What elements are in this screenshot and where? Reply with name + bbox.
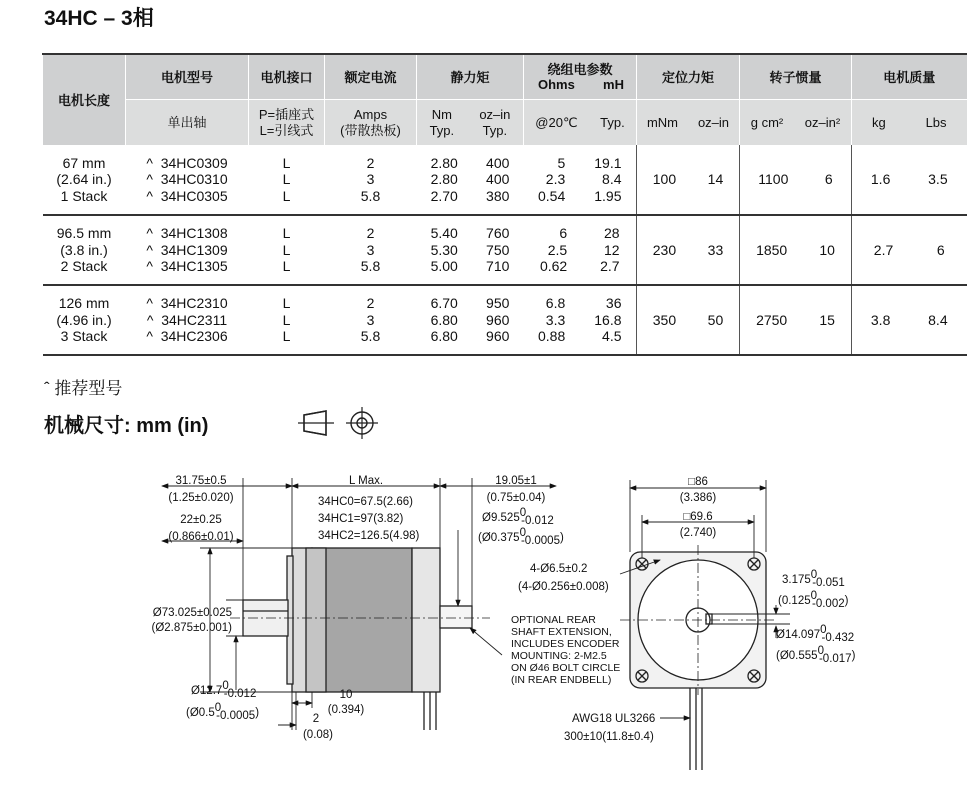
header-current-sub	[325, 100, 417, 146]
dim-dflat-in	[776, 645, 856, 665]
cell-model-line: ^ 34HC1309	[146, 241, 228, 258]
cell-inertia-inertia_oz: 6	[824, 171, 833, 188]
cell-current-line: 2	[366, 295, 375, 312]
dim-22: 22±0.25	[180, 514, 222, 526]
dim-dflat-lo: -0.432	[821, 632, 855, 644]
dim-flat-in-up: 0	[810, 590, 818, 602]
cell-length-line: 96.5 mm	[56, 225, 112, 242]
cell-torque	[417, 215, 524, 285]
dim-19-05: 19.05±1	[495, 475, 537, 487]
header-interface: 电机接口	[249, 54, 325, 100]
cell-torque-ozin: 400	[486, 171, 510, 188]
recommended-note: ˆ 推荐型号	[44, 379, 123, 398]
dim-flat-val: 3.175	[782, 574, 811, 586]
dim-sq86-in: (3.386)	[679, 492, 717, 504]
header-inertia: 转子惯量	[740, 54, 852, 100]
cell-torque	[417, 145, 524, 215]
dim-dflat-up: 0	[820, 624, 827, 636]
header-winding	[524, 54, 637, 100]
cell-mass-kg: 3.8	[870, 311, 891, 328]
header-mass-kg: kg	[871, 114, 886, 130]
dim-sq69: □69.6	[683, 511, 713, 523]
dim-holes-in: (4-Ø0.256±0.008)	[518, 581, 609, 593]
cell-current	[325, 215, 417, 285]
cell-detent	[637, 145, 740, 215]
dim-rear-shaft-in-up: 0	[519, 527, 526, 539]
cell-detent	[637, 215, 740, 285]
dim-front-shaft	[191, 680, 256, 700]
dim-dflat-in-val: (Ø0.555	[776, 650, 818, 662]
cell-current-line: 5.8	[360, 258, 381, 275]
dim-pilot: Ø73.025±0.025	[152, 607, 232, 619]
cell-interface	[249, 285, 325, 355]
cell-current-line: 3	[366, 241, 375, 258]
cell-winding	[524, 215, 637, 285]
cell-interface-line: L	[282, 187, 291, 204]
dim-flat-up: 0	[810, 569, 818, 581]
dim-rear-shaft-val: Ø9.525	[482, 512, 520, 524]
header-interface-sub2: L=引线式	[259, 122, 314, 138]
optional-note-line: SHAFT EXTENSION,	[511, 626, 612, 638]
cell-current-line: 3	[366, 171, 375, 188]
dim-flat-lo: -0.051	[812, 577, 845, 589]
header-winding-title: 绕组电参数	[547, 62, 613, 77]
cell-current-line: 5.8	[360, 187, 381, 204]
cell-model-line: ^ 34HC1305	[146, 258, 228, 275]
cell-model	[126, 285, 249, 355]
cell-torque-nm: 6.80	[430, 328, 458, 345]
dim-front-shaft-in-up: 0	[214, 702, 222, 714]
dim-dflat-val: Ø14.097	[776, 629, 821, 641]
cell-inertia-inertia_oz: 10	[819, 241, 835, 258]
dim-awg: AWG18 UL3266	[572, 713, 656, 725]
header-winding-typ: Typ.	[600, 114, 625, 130]
page-title: 34HC – 3相	[44, 7, 154, 30]
cell-inertia	[740, 215, 852, 285]
dim-pilot-in: (Ø2.875±0.001)	[151, 622, 232, 634]
dim-rear-shaft-in-lo: -0.0005	[520, 535, 560, 547]
cell-detent-detent_mnm: 350	[652, 311, 677, 328]
cell-inertia	[740, 285, 852, 355]
dim-front-shaft-up: 0	[222, 680, 229, 692]
dim-sq86: □86	[688, 476, 708, 488]
cell-length-line: 126 mm	[58, 295, 110, 312]
header-model: 电机型号	[126, 54, 249, 100]
cell-model	[126, 145, 249, 215]
optional-note-line: (IN REAR ENDBELL)	[511, 674, 612, 686]
cell-length-line: (4.96 in.)	[56, 311, 112, 328]
dim-l1: 34HC1=97(3.82)	[318, 513, 404, 525]
cell-interface	[249, 145, 325, 215]
cell-model-line: ^ 34HC0310	[146, 171, 228, 188]
cell-torque-ozin: 760	[486, 225, 510, 242]
cell-length-line: (2.64 in.)	[56, 171, 112, 188]
cell-winding-ohms: 3.3	[545, 311, 566, 328]
cell-inertia	[740, 145, 852, 215]
cell-detent-detent_ozin: 14	[707, 171, 724, 188]
cell-winding-ohms: 2.5	[547, 241, 568, 258]
dim-front-shaft-in-val: (Ø0.5	[186, 707, 215, 719]
table-row	[43, 215, 967, 285]
cell-winding-mh: 2.7	[600, 258, 620, 275]
header-torque: 静力矩	[417, 54, 524, 100]
dim-rear-shaft-in-val: (Ø0.375	[478, 532, 520, 544]
optional-note	[511, 614, 620, 686]
cell-current	[325, 145, 417, 215]
header-detent-sub	[637, 100, 740, 146]
cell-detent-detent_mnm: 230	[652, 241, 677, 258]
cell-winding-ohms: 0.88	[538, 328, 566, 345]
dim-flat-in	[778, 590, 849, 610]
cell-length-line: 2 Stack	[60, 258, 108, 275]
header-length: 电机长度	[43, 54, 126, 145]
dim-lead-length: 300±10(11.8±0.4)	[564, 731, 654, 743]
cell-torque-nm: 2.80	[430, 154, 458, 171]
cell-current-line: 2	[366, 225, 375, 242]
dim-front-shaft-in-end: )	[255, 707, 260, 719]
cell-winding-ohms: 6	[559, 225, 568, 242]
cell-torque-ozin: 950	[486, 295, 510, 312]
cell-inertia-inertia_oz: 15	[819, 311, 835, 328]
cell-torque-ozin: 380	[486, 187, 510, 204]
cell-interface-line: L	[282, 171, 291, 188]
mechanical-dimensions-title: 机械尺寸: mm (in)	[44, 415, 209, 437]
cell-interface-line: L	[282, 258, 291, 275]
dim-rear-shaft	[482, 507, 554, 527]
cell-winding-ohms: 0.54	[538, 187, 566, 204]
dim-front-shaft-in-lo: -0.0005	[216, 710, 256, 722]
cell-winding	[524, 145, 637, 215]
dim-rear-shaft-up: 0	[519, 507, 527, 519]
dim-2: 2	[312, 713, 320, 725]
cell-model-line: ^ 34HC2306	[146, 328, 228, 345]
header-detent-mnm: mNm	[646, 114, 679, 130]
cell-length	[43, 285, 126, 355]
dim-19-05-in: (0.75±0.04)	[486, 492, 546, 504]
cell-current-line: 3	[366, 311, 375, 328]
header-mass-sub	[852, 100, 967, 146]
header-model-sub: 单出轴	[126, 100, 249, 146]
header-current-sub1: Amps	[353, 106, 388, 122]
cell-mass-lbs: 3.5	[928, 171, 948, 188]
cell-current-line: 2	[366, 154, 375, 171]
header-inertia-oz: oz–in²	[804, 114, 841, 130]
cell-interface-line: L	[282, 311, 291, 328]
dim-flat-in-lo: -0.002	[812, 598, 845, 610]
dim-dflat-in-end: )	[851, 650, 856, 662]
cell-winding	[524, 285, 637, 355]
dim-31-75: 31.75±0.5	[175, 475, 227, 487]
dim-front-shaft-val: Ø12.7	[191, 685, 223, 697]
cell-model-line: ^ 34HC1308	[146, 225, 228, 242]
header-torque-ozin: oz–in	[479, 106, 511, 122]
dim-flat-in-end: )	[844, 595, 849, 607]
header-inertia-sub	[740, 100, 852, 146]
cell-winding-ohms: 5	[557, 154, 566, 171]
dim-lmax: L Max.	[348, 475, 384, 487]
cell-interface-line: L	[282, 225, 291, 242]
cell-length	[43, 215, 126, 285]
projection-symbol-icon	[296, 406, 386, 440]
cell-interface-line: L	[282, 295, 291, 312]
cell-winding-mh: 8.4	[602, 171, 622, 188]
cell-model-line: ^ 34HC0309	[146, 154, 228, 171]
dim-flat-in-val: (0.125	[778, 595, 811, 607]
cell-winding-mh: 16.8	[594, 311, 622, 328]
cell-mass-kg: 1.6	[870, 171, 891, 188]
optional-note-line: MOUNTING: 2-M2.5	[511, 650, 607, 662]
cell-torque-nm: 6.80	[430, 311, 458, 328]
side-view	[230, 548, 490, 730]
cell-detent-detent_mnm: 100	[652, 171, 677, 188]
cell-mass-lbs: 8.4	[928, 311, 948, 328]
cell-inertia-inertia_g: 1100	[758, 171, 789, 188]
header-detent-ozin: oz–in	[697, 114, 730, 130]
cell-winding-mh: 36	[605, 295, 622, 312]
header-inertia-g: g cm²	[750, 114, 784, 130]
dim-rear-shaft-in	[478, 527, 564, 547]
cell-winding-ohms: 0.62	[539, 258, 568, 275]
cell-inertia-inertia_g: 1850	[756, 241, 788, 258]
cell-model-line: ^ 34HC2311	[146, 311, 228, 328]
cell-winding-mh: 4.5	[602, 328, 622, 345]
cell-torque-nm: 2.70	[430, 187, 458, 204]
optional-note-line: OPTIONAL REAR	[511, 614, 596, 626]
cell-torque-ozin: 750	[486, 241, 510, 258]
header-torque-nm: Nm	[431, 106, 452, 122]
header-current-sub2: (带散热板)	[340, 122, 401, 138]
cell-winding-mh: 28	[603, 225, 620, 242]
dim-rear-shaft-in-end: )	[559, 532, 564, 544]
dim-l2: 34HC2=126.5(4.98)	[318, 530, 420, 542]
cell-torque-ozin: 960	[486, 311, 510, 328]
cell-interface-line: L	[282, 328, 291, 345]
dim-31-75-in: (1.25±0.020)	[168, 492, 234, 504]
cell-model	[126, 215, 249, 285]
header-winding-temp: @20℃	[535, 114, 578, 130]
cell-current-line: 5.8	[360, 328, 381, 345]
cell-model-line: ^ 34HC0305	[146, 187, 228, 204]
dim-dflat	[776, 624, 854, 644]
header-mh: mH	[603, 77, 624, 92]
cell-length-line: 67 mm	[62, 154, 106, 171]
cell-detent-detent_ozin: 33	[707, 241, 724, 258]
table-row	[43, 285, 967, 355]
cell-model-line: ^ 34HC2310	[146, 295, 228, 312]
cell-torque	[417, 285, 524, 355]
cell-detent-detent_ozin: 50	[707, 311, 724, 328]
header-winding-sub	[524, 100, 637, 146]
cell-torque-nm: 5.30	[430, 241, 458, 258]
dim-flat	[782, 569, 845, 589]
header-mass-lbs: Lbs	[925, 114, 947, 130]
cell-interface	[249, 215, 325, 285]
cell-torque-nm: 5.40	[430, 225, 458, 242]
dim-l0: 34HC0=67.5(2.66)	[318, 496, 413, 508]
dim-rear-shaft-lo: -0.012	[521, 515, 554, 527]
optional-note-line: ON Ø46 BOLT CIRCLE	[511, 662, 621, 674]
dim-holes: 4-Ø6.5±0.2	[530, 563, 588, 575]
cell-winding-mh: 19.1	[594, 154, 622, 171]
cell-length-line: (3.8 in.)	[60, 241, 108, 258]
cell-mass-kg: 2.7	[873, 241, 894, 258]
cell-length-line: 1 Stack	[60, 187, 108, 204]
header-ohms: Ohms	[538, 77, 575, 92]
header-torque-ozin-typ: Typ.	[482, 122, 508, 138]
header-interface-sub	[249, 100, 325, 146]
dim-sq69-in: (2.740)	[679, 527, 717, 539]
header-interface-sub1: P=插座式	[258, 106, 315, 122]
spec-table	[42, 53, 967, 356]
cell-detent	[637, 285, 740, 355]
header-mass: 电机质量	[852, 54, 967, 100]
dim-front-shaft-lo: -0.012	[223, 688, 257, 700]
cell-winding-mh: 1.95	[594, 187, 622, 204]
cell-torque-ozin: 710	[486, 258, 510, 275]
optional-note-line: INCLUDES ENCODER	[511, 638, 620, 650]
cell-mass	[852, 215, 967, 285]
cell-winding-ohms: 2.3	[545, 171, 566, 188]
dim-front-shaft-in	[186, 702, 259, 722]
cell-torque-ozin: 400	[486, 154, 510, 171]
cell-torque-ozin: 960	[486, 328, 510, 345]
dim-dflat-in-lo: -0.017	[818, 653, 852, 665]
cell-interface-line: L	[282, 241, 291, 258]
mechanical-drawing	[0, 440, 972, 808]
cell-inertia-inertia_g: 2750	[756, 311, 788, 328]
cell-length-line: 3 Stack	[60, 328, 108, 345]
dim-dflat-in-up: 0	[817, 645, 824, 657]
cell-interface-line: L	[282, 154, 291, 171]
cell-torque-nm: 2.80	[430, 171, 458, 188]
dim-2-in: (0.08)	[302, 729, 334, 741]
header-current: 额定电流	[325, 54, 417, 100]
cell-torque-nm: 5.00	[430, 258, 458, 275]
cell-length	[43, 145, 126, 215]
dim-10-in: (0.394)	[327, 704, 365, 716]
cell-winding-mh: 12	[603, 241, 620, 258]
header-torque-nm-typ: Typ.	[429, 122, 455, 138]
table-row	[43, 145, 967, 215]
cell-mass	[852, 145, 967, 215]
cell-winding-ohms: 6.8	[545, 295, 566, 312]
dim-10: 10	[339, 689, 353, 701]
cell-current	[325, 285, 417, 355]
cell-torque-nm: 6.70	[430, 295, 458, 312]
cell-mass-lbs: 6	[936, 241, 945, 258]
header-detent: 定位力矩	[637, 54, 740, 100]
dim-22-in: (0.866±0.01)	[168, 531, 234, 543]
header-torque-sub	[417, 100, 524, 146]
cell-mass	[852, 285, 967, 355]
